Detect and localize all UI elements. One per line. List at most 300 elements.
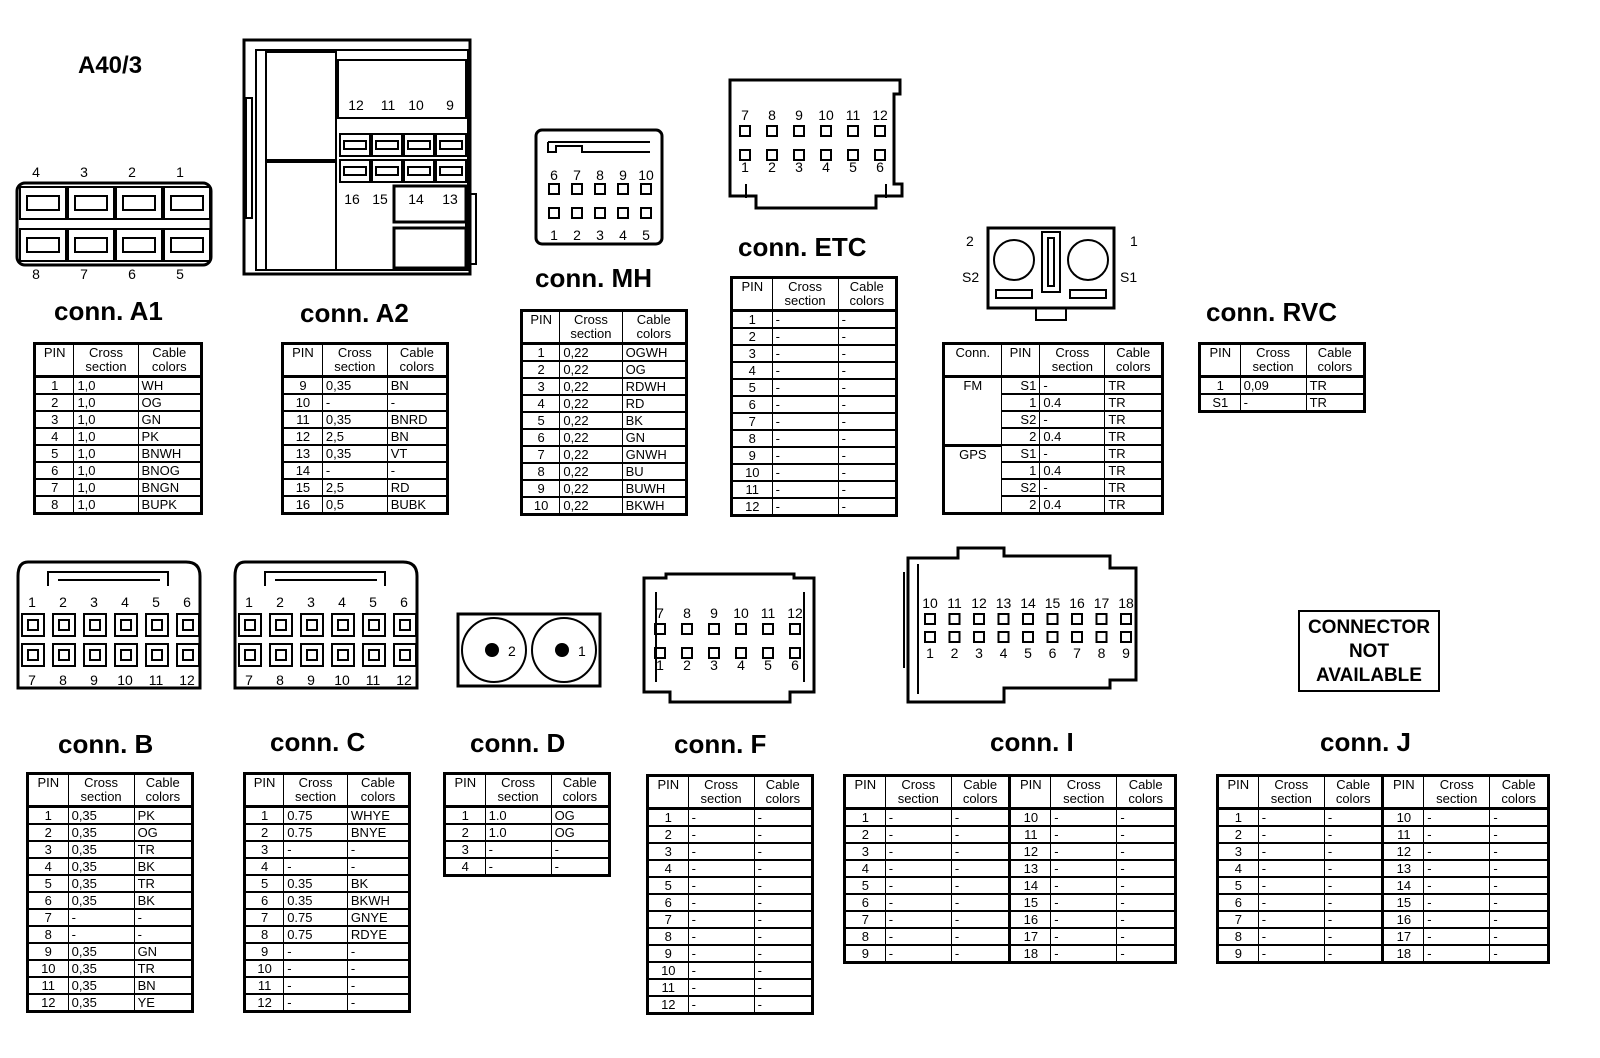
pin-number: 15: [1010, 894, 1051, 911]
pin-label: 3: [90, 594, 98, 610]
header-cross-line2: section: [85, 359, 127, 374]
pin-cavity: [549, 184, 559, 194]
cable-color: -: [754, 860, 812, 877]
table-row: [732, 430, 897, 447]
cross-section: -: [68, 909, 134, 926]
table-row: [845, 911, 1176, 928]
table-row: [845, 860, 1176, 877]
table-row: [845, 945, 1176, 963]
cable-color: -: [1324, 894, 1383, 911]
pin-slot: [344, 141, 366, 149]
cable-color: -: [1324, 826, 1383, 843]
pin-number: 3: [648, 843, 689, 860]
cable-color: OG: [134, 824, 192, 841]
pin-number: 9: [522, 480, 560, 497]
pin-number: 8: [28, 926, 69, 943]
pin-number: 5: [648, 877, 689, 894]
header-cross-line2: section: [897, 791, 939, 806]
cross-section: -: [688, 860, 754, 877]
pin-label: 6: [400, 594, 408, 610]
pin-label: 1: [550, 227, 558, 243]
cable-color: -: [838, 379, 896, 396]
pin-label: 8: [1097, 645, 1106, 661]
cable-color: -: [1324, 945, 1383, 963]
pin-label: 6: [550, 167, 558, 183]
cable-color: RDWH: [622, 378, 686, 395]
cross-section: -: [1258, 945, 1324, 963]
pin-cavity: [950, 632, 960, 642]
pin-number: 11: [28, 977, 69, 994]
table-row: [732, 311, 897, 329]
pin-cavity: [301, 644, 323, 666]
pin-label: 2: [768, 159, 776, 175]
cable-color: -: [951, 894, 1010, 911]
pin-slot: [440, 167, 462, 175]
pin-table-d: [443, 772, 611, 877]
cross-section: -: [772, 430, 838, 447]
table-row: [445, 858, 610, 876]
pin-label: 9: [795, 107, 803, 123]
pin-cavity: [618, 208, 628, 218]
cross-section: -: [1258, 911, 1324, 928]
pin-label: 5: [1024, 645, 1032, 661]
header-cross-line2: section: [784, 293, 826, 308]
header-cable-colors: [1490, 776, 1549, 809]
na-line-1: CONNECTOR: [1307, 617, 1431, 638]
pin-number: 10: [1010, 809, 1051, 827]
table-row: [245, 926, 410, 943]
table-row: [1218, 911, 1549, 928]
pin-cavity: [84, 614, 106, 636]
cross-section: 0,35: [68, 875, 134, 892]
cable-color: -: [754, 996, 812, 1014]
pin-label: 11: [760, 605, 776, 621]
table-row: [283, 428, 448, 445]
pin-table-j: [1216, 774, 1550, 964]
cross-section: -: [284, 841, 348, 858]
cross-section: -: [1040, 377, 1105, 395]
cable-color: -: [347, 977, 409, 994]
pin-number: 15: [283, 479, 323, 496]
pin-cavity: [363, 614, 385, 636]
title-conn-a2: conn. A2: [300, 298, 409, 328]
cable-color: -: [1117, 809, 1176, 827]
pin-number: 4: [445, 858, 486, 876]
cross-section: -: [772, 311, 838, 329]
pin-table-b: [26, 772, 194, 1013]
cable-color: -: [134, 926, 192, 943]
connector-d-drawing: [456, 612, 602, 690]
header-cable-line2: colors: [1128, 791, 1164, 806]
header-cable-line2: colors: [1335, 791, 1371, 806]
cross-section: 0,35: [68, 892, 134, 909]
cross-section: 0.4: [1040, 394, 1105, 411]
header-cross-section: [772, 278, 838, 311]
pin-label: 16: [344, 191, 360, 207]
cross-section: -: [688, 877, 754, 894]
title-conn-d: conn. D: [470, 728, 566, 758]
pin-number: 9: [245, 943, 284, 960]
cable-color: GNYE: [347, 909, 409, 926]
cross-section: -: [772, 498, 838, 516]
pin-cavity: [848, 126, 858, 136]
pin-number: 7: [245, 909, 284, 926]
cross-section: -: [1424, 911, 1490, 928]
pin-number: 1: [522, 344, 560, 362]
pin-number: 16: [283, 496, 323, 514]
table-header-row: [845, 776, 1176, 809]
cross-section: 0,22: [560, 480, 622, 497]
table-row: [522, 412, 687, 429]
pin-label: 8: [59, 672, 67, 688]
cross-section: -: [322, 394, 387, 411]
cable-color: -: [1490, 843, 1549, 860]
cable-color: TR: [134, 875, 192, 892]
cable-color: -: [1324, 911, 1383, 928]
header-cross-line1: Cross: [573, 312, 608, 327]
cross-section: -: [772, 464, 838, 481]
pin-cavity: [84, 644, 106, 666]
pin-label: 5: [152, 594, 160, 610]
table-row: [245, 841, 410, 858]
table-row: [245, 875, 410, 892]
cross-section: -: [1051, 928, 1117, 945]
cross-section: 0,22: [560, 497, 622, 515]
pin-cavity: [1097, 614, 1107, 624]
cross-section: 0.75: [284, 926, 348, 943]
pin-label: 5: [176, 266, 184, 282]
pin-label: 1: [926, 645, 934, 661]
pin-contact: [183, 650, 193, 660]
connector-a1-drawing: [14, 165, 214, 280]
table-row: [283, 479, 448, 496]
pin-cavity: [363, 644, 385, 666]
connector-i-drawing: [900, 544, 1144, 710]
cable-color: -: [754, 894, 812, 911]
pin-number: 10: [1383, 809, 1424, 827]
cable-color: WH: [138, 377, 201, 395]
cross-section: -: [1051, 945, 1117, 963]
cross-section: -: [885, 843, 951, 860]
cross-section: -: [68, 926, 134, 943]
pin-number: 18: [1383, 945, 1424, 963]
header-cable-line1: Cable: [1116, 345, 1151, 360]
cross-section: 0,22: [560, 378, 622, 395]
cable-color: GN: [134, 943, 192, 960]
table-row: [648, 962, 813, 979]
table-row: [1218, 945, 1549, 963]
header-pin: PIN: [35, 344, 74, 377]
pin-label: 6: [183, 594, 191, 610]
cross-section: -: [885, 809, 951, 827]
table-row: [1218, 860, 1549, 877]
cable-color: RD: [387, 479, 447, 496]
pin-label: 2: [59, 594, 67, 610]
pin-number: 11: [732, 481, 773, 498]
header-cable-line1: Cable: [1317, 345, 1352, 360]
pin-cavity: [177, 614, 199, 636]
cable-color: BNGN: [138, 479, 201, 496]
header-cross-section: [1240, 344, 1306, 377]
table-row: [28, 841, 193, 858]
cross-section: 1,0: [74, 428, 138, 445]
pin-cavity: [239, 644, 261, 666]
cross-section: -: [1424, 860, 1490, 877]
table-row: [283, 394, 448, 411]
pin-number: 4: [522, 395, 560, 412]
pin-slot: [75, 196, 107, 210]
cable-color: TR: [1105, 394, 1163, 411]
pin-label: 15: [1044, 595, 1061, 611]
table-row: [283, 462, 448, 479]
pin-number: 2: [1001, 496, 1040, 514]
pin-number: 15: [1383, 894, 1424, 911]
table-row: [522, 344, 687, 362]
cross-section: 1,0: [74, 445, 138, 462]
header-cross-section: [885, 776, 951, 809]
header-cable-line1: Cable: [765, 777, 800, 792]
pin-number: 9: [732, 447, 773, 464]
pin-slot: [376, 167, 398, 175]
cross-section: 0,22: [560, 429, 622, 446]
pin-number: 11: [1010, 826, 1051, 843]
pin-number: 14: [1383, 877, 1424, 894]
pin-slot: [171, 238, 203, 252]
cable-color: -: [1117, 928, 1176, 945]
header-cross-line1: Cross: [901, 777, 936, 792]
pin-cavity: [794, 126, 804, 136]
cross-section: -: [772, 345, 838, 362]
pin-label: 12: [872, 107, 888, 123]
cross-section: 2,5: [322, 479, 387, 496]
pin-cavity: [821, 126, 831, 136]
pin-label: 1: [176, 164, 184, 180]
cross-section: -: [1424, 877, 1490, 894]
cross-section: -: [1258, 894, 1324, 911]
pin-contact: [245, 620, 255, 630]
cross-section: -: [772, 413, 838, 430]
table-row: [648, 979, 813, 996]
pin-cavity: [22, 644, 44, 666]
header-pin: PIN: [445, 774, 486, 807]
header-cable-colors: [951, 776, 1010, 809]
cable-color: -: [951, 843, 1010, 860]
connector-not-available-box: [1298, 610, 1440, 692]
cable-color: -: [1490, 826, 1549, 843]
pin-contact: [338, 620, 348, 630]
pin-contact: [28, 650, 38, 660]
table-row: [1218, 826, 1549, 843]
pin-number: 6: [28, 892, 69, 909]
table-row: [732, 481, 897, 498]
cross-section: 0.75: [284, 824, 348, 841]
table-row: [35, 428, 202, 445]
pin-number: 16: [1010, 911, 1051, 928]
cable-color: GN: [138, 411, 201, 428]
pin-number: 14: [283, 462, 323, 479]
table-row: [845, 809, 1176, 827]
cable-color: -: [951, 809, 1010, 827]
pin-number: 7: [1218, 911, 1259, 928]
na-line-3: AVAILABLE: [1316, 665, 1422, 686]
pin-number: 12: [732, 498, 773, 516]
header-cable-line1: Cable: [1128, 777, 1163, 792]
pin-label: 3: [975, 645, 983, 661]
cross-section: 1,0: [74, 411, 138, 428]
table-row: [944, 445, 1163, 462]
pin-label: 4: [999, 645, 1008, 661]
cross-section: -: [1040, 411, 1105, 428]
pin-number: 18: [1010, 945, 1051, 963]
header-pin: PIN: [245, 774, 284, 807]
table-row: [1218, 809, 1549, 827]
cable-color: BK: [134, 892, 192, 909]
cable-color: BKWH: [622, 497, 686, 515]
cross-section: -: [1258, 860, 1324, 877]
pin-label: 8: [768, 107, 776, 123]
cross-section: -: [688, 843, 754, 860]
cable-color: -: [951, 945, 1010, 963]
cable-color: -: [754, 979, 812, 996]
pin-label: 2: [683, 657, 691, 673]
cross-section: 0,35: [68, 943, 134, 960]
cross-section: -: [772, 481, 838, 498]
cross-section: 0,35: [322, 445, 387, 462]
header-cross-line1: Cross: [298, 775, 333, 790]
cross-section: -: [688, 979, 754, 996]
pin-number: 12: [245, 994, 284, 1012]
group-name: GPS: [944, 445, 1002, 514]
cable-color: -: [838, 464, 896, 481]
table-header-row: [28, 774, 193, 807]
pin-label: 7: [741, 107, 749, 123]
cable-color: -: [838, 498, 896, 516]
cable-color: TR: [1105, 479, 1163, 496]
pin-cavity: [641, 184, 651, 194]
pin-number: 2: [245, 824, 284, 841]
d-pin-label-1: 1: [578, 643, 586, 659]
cross-section: 0,35: [68, 841, 134, 858]
header-cable-colors: [551, 774, 609, 807]
cross-section: 0,35: [68, 977, 134, 994]
pin-contact: [152, 620, 162, 630]
header-cross-line1: Cross: [1066, 777, 1101, 792]
header-cross-section: [560, 311, 622, 344]
pin-number: 6: [35, 462, 74, 479]
pin-label: 7: [573, 167, 581, 183]
connector-fm-gps-drawing: [960, 226, 1150, 322]
pin-contact: [90, 620, 100, 630]
pin-number: 17: [1010, 928, 1051, 945]
cross-section: 0.35: [284, 892, 348, 909]
cross-section: -: [1258, 928, 1324, 945]
cable-color: -: [1324, 877, 1383, 894]
cable-color: -: [838, 413, 896, 430]
d-pin-label-2: 2: [508, 643, 516, 659]
pin-number: 5: [245, 875, 284, 892]
cable-color: -: [754, 843, 812, 860]
cross-section: -: [1258, 809, 1324, 827]
pin-label: 13: [442, 191, 458, 207]
connector-a2-drawing: [242, 38, 482, 278]
header-cross-line2: section: [1436, 791, 1478, 806]
pin-cavity: [572, 208, 582, 218]
header-cross-line1: Cross: [1055, 345, 1090, 360]
table-row: [944, 377, 1163, 395]
cross-section: -: [322, 462, 387, 479]
pin-number: 7: [28, 909, 69, 926]
pin-number: 4: [35, 428, 74, 445]
pin-number: 14: [1010, 877, 1051, 894]
pin-cavity: [394, 614, 416, 636]
cable-color: -: [754, 826, 812, 843]
cable-color: -: [754, 945, 812, 962]
header-cross-section: [68, 774, 134, 807]
table-row: [522, 429, 687, 446]
cross-section: 0.35: [284, 875, 348, 892]
pin-number: 10: [522, 497, 560, 515]
pin-number: 8: [845, 928, 886, 945]
table-row: [732, 362, 897, 379]
header-cross-line2: section: [294, 789, 337, 804]
pin-cavity: [1072, 632, 1082, 642]
header-cable-line2: colors: [145, 789, 181, 804]
cable-color: BN: [387, 428, 447, 445]
table-row: [648, 996, 813, 1014]
cross-section: 0,22: [560, 344, 622, 362]
pin-label: 16: [1069, 595, 1085, 611]
pin-number: 2: [445, 824, 486, 841]
header-cable-line2: colors: [151, 359, 187, 374]
cable-color: -: [838, 362, 896, 379]
pin-cavity: [270, 614, 292, 636]
table-header-row: [283, 344, 448, 377]
pin-number: 12: [1010, 843, 1051, 860]
cross-section: -: [885, 877, 951, 894]
table-row: [1218, 928, 1549, 945]
pin-contact: [59, 620, 69, 630]
pin-number: 5: [35, 445, 74, 462]
cross-section: -: [1258, 877, 1324, 894]
pin-number: 9: [28, 943, 69, 960]
pin-number: 11: [1383, 826, 1424, 843]
table-header-row: [445, 774, 610, 807]
cross-section: 0,22: [560, 361, 622, 378]
pin-contact: [400, 620, 410, 630]
pin-cavity: [177, 644, 199, 666]
table-row: [28, 994, 193, 1012]
table-header-row: [944, 344, 1163, 377]
table-row: [845, 877, 1176, 894]
pin-slot: [27, 196, 59, 210]
header-cross-line1: Cross: [788, 279, 823, 294]
cross-section: 0,5: [322, 496, 387, 514]
fm-label-2: 2: [966, 233, 974, 249]
cross-section: -: [284, 960, 348, 977]
cross-section: -: [885, 928, 951, 945]
cable-color: BUBK: [387, 496, 447, 514]
header-cable-colors: [1105, 344, 1163, 377]
pin-number: 3: [732, 345, 773, 362]
cable-color: BNRD: [387, 411, 447, 428]
pin-cavity: [875, 126, 885, 136]
header-cross-section: [74, 344, 138, 377]
cross-section: -: [1424, 894, 1490, 911]
pin-label: 7: [80, 266, 88, 282]
pin-label: 3: [80, 164, 88, 180]
pin-cavity: [270, 644, 292, 666]
pin-number: 1: [1001, 462, 1040, 479]
